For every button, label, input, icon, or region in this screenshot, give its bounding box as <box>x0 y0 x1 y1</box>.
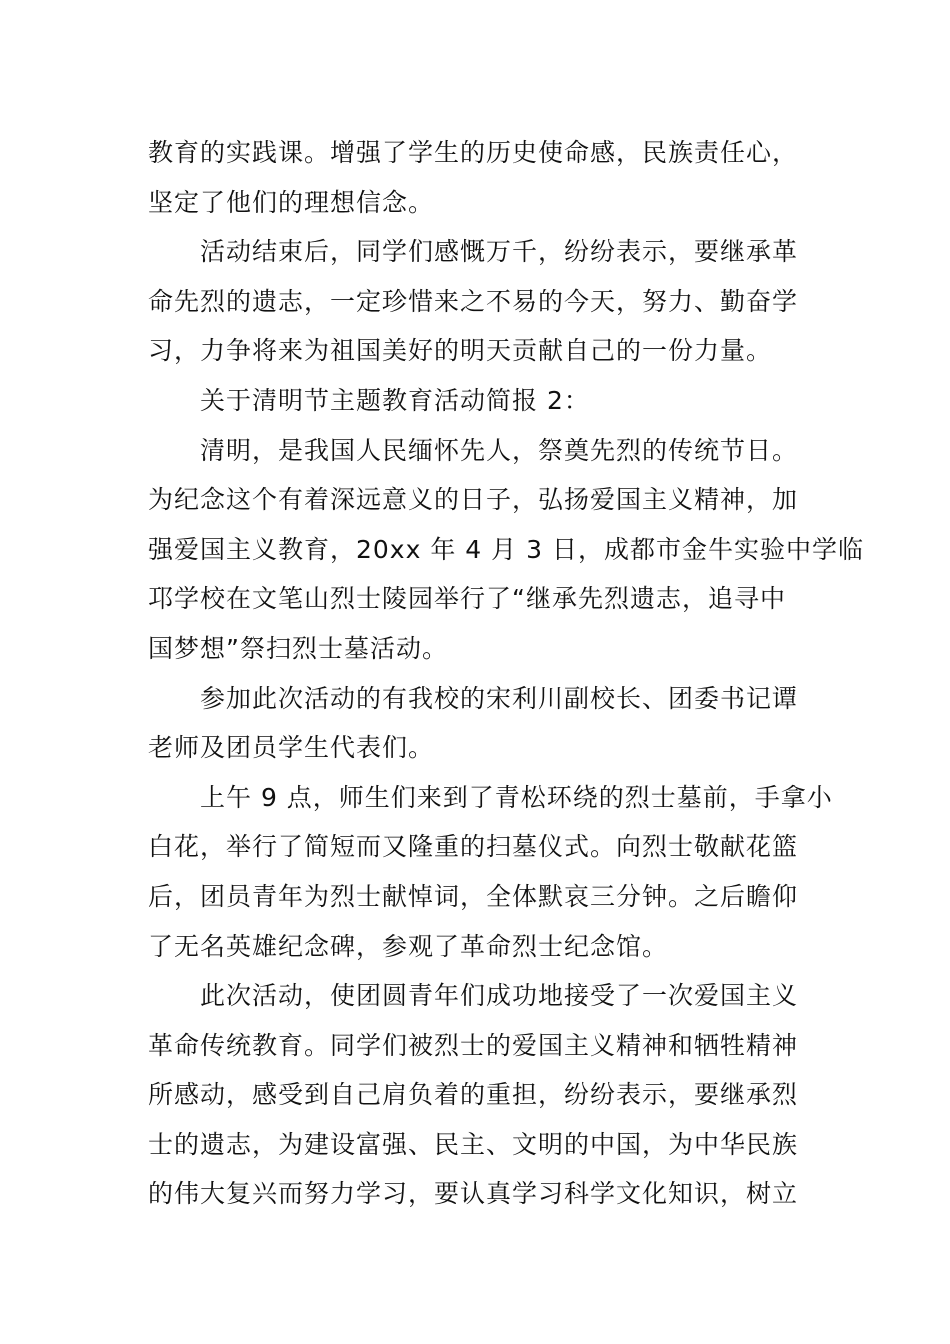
text-line: 士的遗志，为建设富强、民主、文明的中国，为中华民族 <box>148 1129 799 1159</box>
text-line: 强爱国主义教育，20xx 年 4 月 3 日，成都市金牛实验中学临 <box>148 534 864 564</box>
text-line: 教育的实践课。增强了学生的历史使命感，民族责任心， <box>148 138 799 167</box>
text-line: 所感动，感受到自己肩负着的重担，纷纷表示，要继承烈 <box>148 1080 799 1110</box>
text-line: 为纪念这个有着深远意义的日子，弘扬爱国主义精神，加 <box>148 485 799 515</box>
text-line: 此次活动，使团圆青年们成功地接受了一次爱国主义 <box>200 981 799 1011</box>
text-line: 了无名英雄纪念碑，参观了革命烈士纪念馆。 <box>148 931 669 961</box>
text-line: 邛学校在文笔山烈士陵园举行了“继承先烈遗志，追寻中 <box>148 584 786 614</box>
document-body <box>148 128 864 1219</box>
text-line: 白花，举行了简短而又隆重的扫墓仪式。向烈士敬献花篮 <box>148 832 799 862</box>
text-line: 后，团员青年为烈士献悼词，全体默哀三分钟。之后瞻仰 <box>148 881 799 911</box>
text-line: 参加此次活动的有我校的宋利川副校长、团委书记谭 <box>200 683 799 713</box>
text-line: 上午 9 点，师生们来到了青松环绕的烈士墓前，手拿小 <box>200 782 833 812</box>
text-line: 老师及团员学生代表们。 <box>148 733 435 763</box>
text-line: 革命传统教育。同学们被烈士的爱国主义精神和牺牲精神 <box>148 1030 799 1060</box>
text-line: 习，力争将来为祖国美好的明天贡献自己的一份力量。 <box>148 336 773 366</box>
section-heading: 关于清明节主题教育活动简报 2： <box>200 385 590 415</box>
text-line: 国梦想”祭扫烈士墓活动。 <box>148 633 448 663</box>
text-line: 清明，是我国人民缅怀先人，祭奠先烈的传统节日。 <box>200 435 799 465</box>
text-line: 坚定了他们的理想信念。 <box>148 187 435 217</box>
text-line: 命先烈的遗志，一定珍惜来之不易的今天，努力、勤奋学 <box>148 286 799 316</box>
text-line: 的伟大复兴而努力学习，要认真学习科学文化知识，树立 <box>148 1179 799 1209</box>
text-line: 活动结束后，同学们感慨万千，纷纷表示，要继承革 <box>200 237 799 267</box>
